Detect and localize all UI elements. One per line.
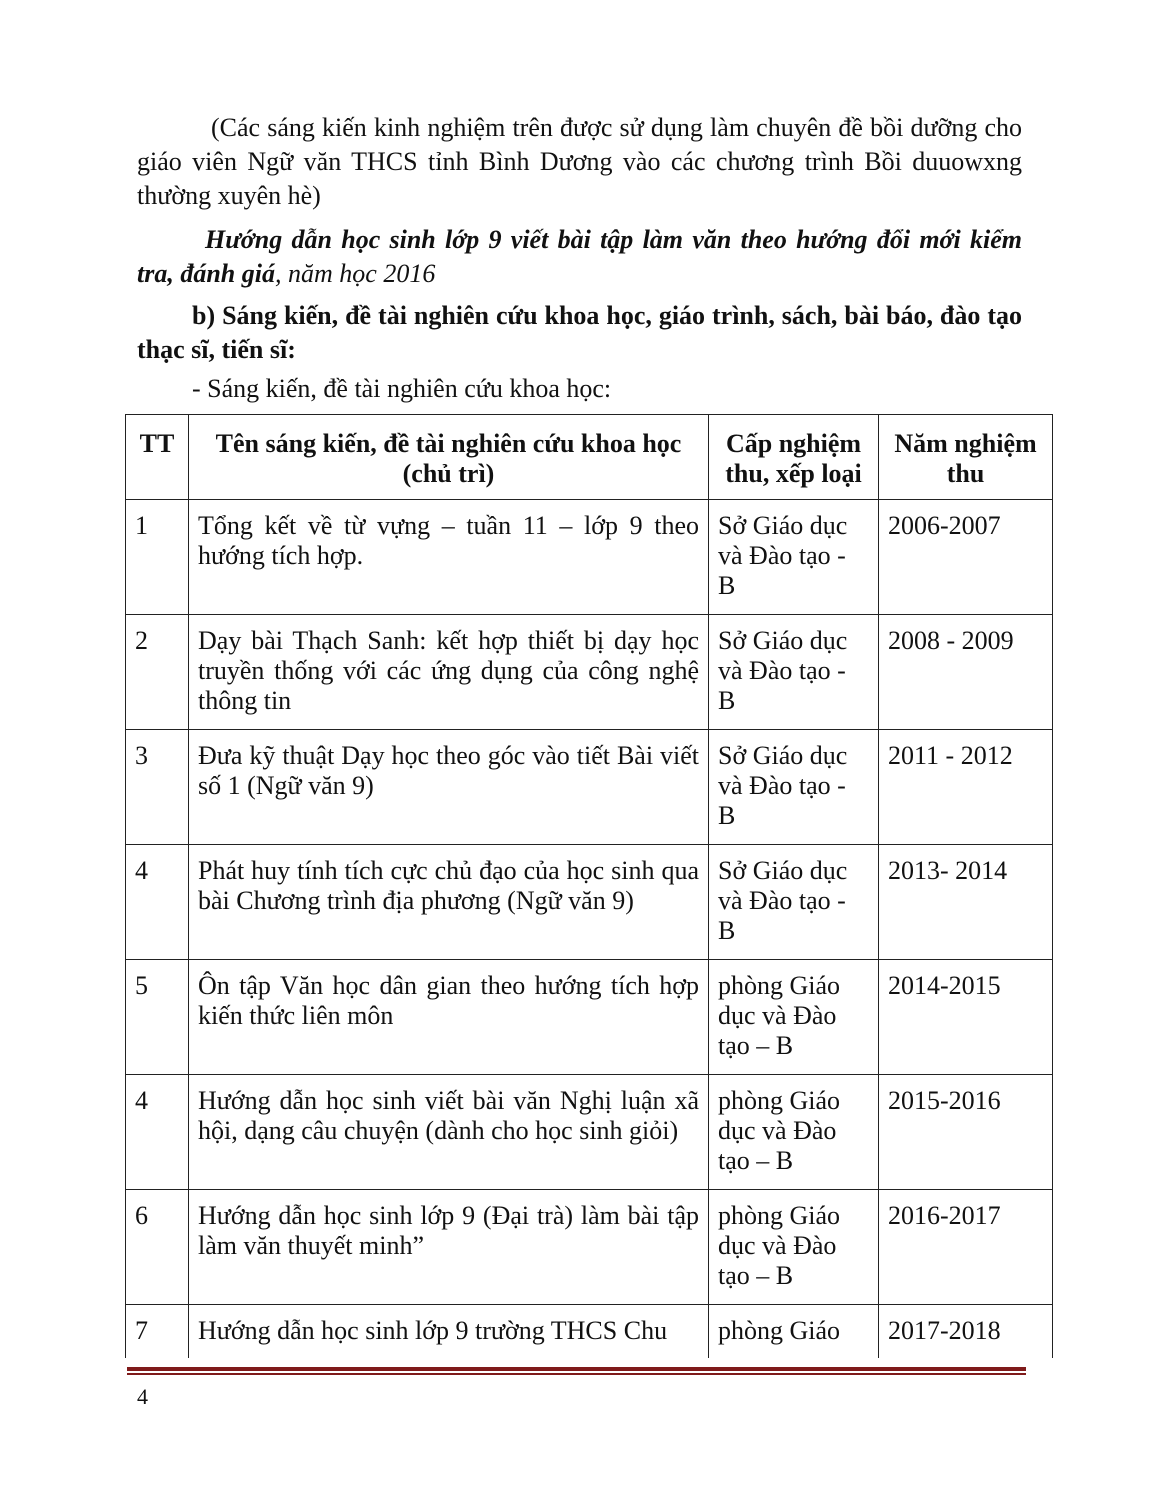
table-header-row bbox=[126, 415, 1053, 500]
cell-level: Sở Giáo dục và Đào tạo - B bbox=[709, 500, 879, 615]
cell-level: phòng Giáo dục và Đào tạo – B bbox=[709, 960, 879, 1075]
cell-year: 2017-2018 bbox=[879, 1305, 1053, 1358]
cell-name: Phát huy tính tích cực chủ đạo của học sinh qua bài Chương trình địa phương (Ngữ văn 9) bbox=[189, 845, 709, 960]
header-level: Cấp nghiệm thu, xếp loại bbox=[709, 415, 879, 500]
cell-year: 2011 - 2012 bbox=[879, 730, 1053, 845]
table-row bbox=[126, 730, 1053, 845]
cell-name: Tổng kết về từ vựng – tuần 11 – lớp 9 theo hướng tích hợp. bbox=[189, 500, 709, 615]
cell-year: 2013- 2014 bbox=[879, 845, 1053, 960]
header-year: Năm nghiệm thu bbox=[879, 415, 1053, 500]
cell-tt: 3 bbox=[126, 730, 189, 845]
cell-level: phòng Giáo bbox=[709, 1305, 879, 1358]
cell-tt: 4 bbox=[126, 1075, 189, 1190]
cell-tt: 4 bbox=[126, 845, 189, 960]
header-tt: TT bbox=[126, 415, 189, 500]
footer-divider bbox=[127, 1367, 1026, 1371]
table-row bbox=[126, 960, 1053, 1075]
highlight-paragraph bbox=[137, 223, 1022, 291]
highlight-suffix: , năm học 2016 bbox=[275, 259, 436, 288]
table-row bbox=[126, 1190, 1053, 1305]
cell-tt: 1 bbox=[126, 500, 189, 615]
cell-year: 2015-2016 bbox=[879, 1075, 1053, 1190]
page-number: 4 bbox=[137, 1384, 148, 1409]
table-row bbox=[126, 615, 1053, 730]
cell-name: Đưa kỹ thuật Dạy học theo góc vào tiết Bài viết số 1 (Ngữ văn 9) bbox=[189, 730, 709, 845]
cell-tt: 7 bbox=[126, 1305, 189, 1358]
cell-name: Hướng dẫn học sinh viết bài văn Nghị luận xã hội, dạng câu chuyện (dành cho học sinh giỏi) bbox=[189, 1075, 709, 1190]
cell-year: 2016-2017 bbox=[879, 1190, 1053, 1305]
cell-level: phòng Giáo dục và Đào tạo – B bbox=[709, 1075, 879, 1190]
cell-level: phòng Giáo dục và Đào tạo – B bbox=[709, 1190, 879, 1305]
cell-name: Ôn tập Văn học dân gian theo hướng tích hợp kiến thức liên môn bbox=[189, 960, 709, 1075]
section-heading: b) Sáng kiến, đề tài nghiên cứu khoa học, giáo trình, sách, bài báo, đào tạo thạc sĩ, tiến sĩ: bbox=[137, 301, 1022, 364]
table-row bbox=[126, 500, 1053, 615]
subheading: - Sáng kiến, đề tài nghiên cứu khoa học: bbox=[192, 374, 612, 403]
table-row bbox=[126, 1075, 1053, 1190]
table-row bbox=[126, 1305, 1053, 1358]
cell-level: Sở Giáo dục và Đào tạo - B bbox=[709, 730, 879, 845]
cell-year: 2014-2015 bbox=[879, 960, 1053, 1075]
highlight-title: Hướng dẫn học sinh lớp 9 viết bài tập làm văn theo hướng đổi mới kiểm tra, đánh giá bbox=[137, 225, 1022, 288]
cell-year: 2006-2007 bbox=[879, 500, 1053, 615]
cell-level: Sở Giáo dục và Đào tạo - B bbox=[709, 845, 879, 960]
initiatives-table bbox=[125, 414, 1053, 1358]
intro-paragraph: (Các sáng kiến kinh nghiệm trên được sử dụng làm chuyên đề bồi dưỡng cho giáo viên Ngữ văn THCS tỉnh Bình Dương vào các chương trình Bồi duuowxng thường xuyên hè) bbox=[137, 113, 1022, 210]
header-name: Tên sáng kiến, đề tài nghiên cứu khoa học (chủ trì) bbox=[189, 415, 709, 500]
cell-level: Sở Giáo dục và Đào tạo - B bbox=[709, 615, 879, 730]
cell-tt: 6 bbox=[126, 1190, 189, 1305]
footer-divider-thin bbox=[127, 1373, 1026, 1375]
cell-name: Hướng dẫn học sinh lớp 9 trường THCS Chu bbox=[189, 1305, 709, 1358]
cell-name: Dạy bài Thạch Sanh: kết hợp thiết bị dạy học truyền thống với các ứng dụng của công nghệ thông tin bbox=[189, 615, 709, 730]
cell-year: 2008 - 2009 bbox=[879, 615, 1053, 730]
cell-tt: 2 bbox=[126, 615, 189, 730]
table-row bbox=[126, 845, 1053, 960]
cell-name: Hướng dẫn học sinh lớp 9 (Đại trà) làm bài tập làm văn thuyết minh” bbox=[189, 1190, 709, 1305]
cell-tt: 5 bbox=[126, 960, 189, 1075]
